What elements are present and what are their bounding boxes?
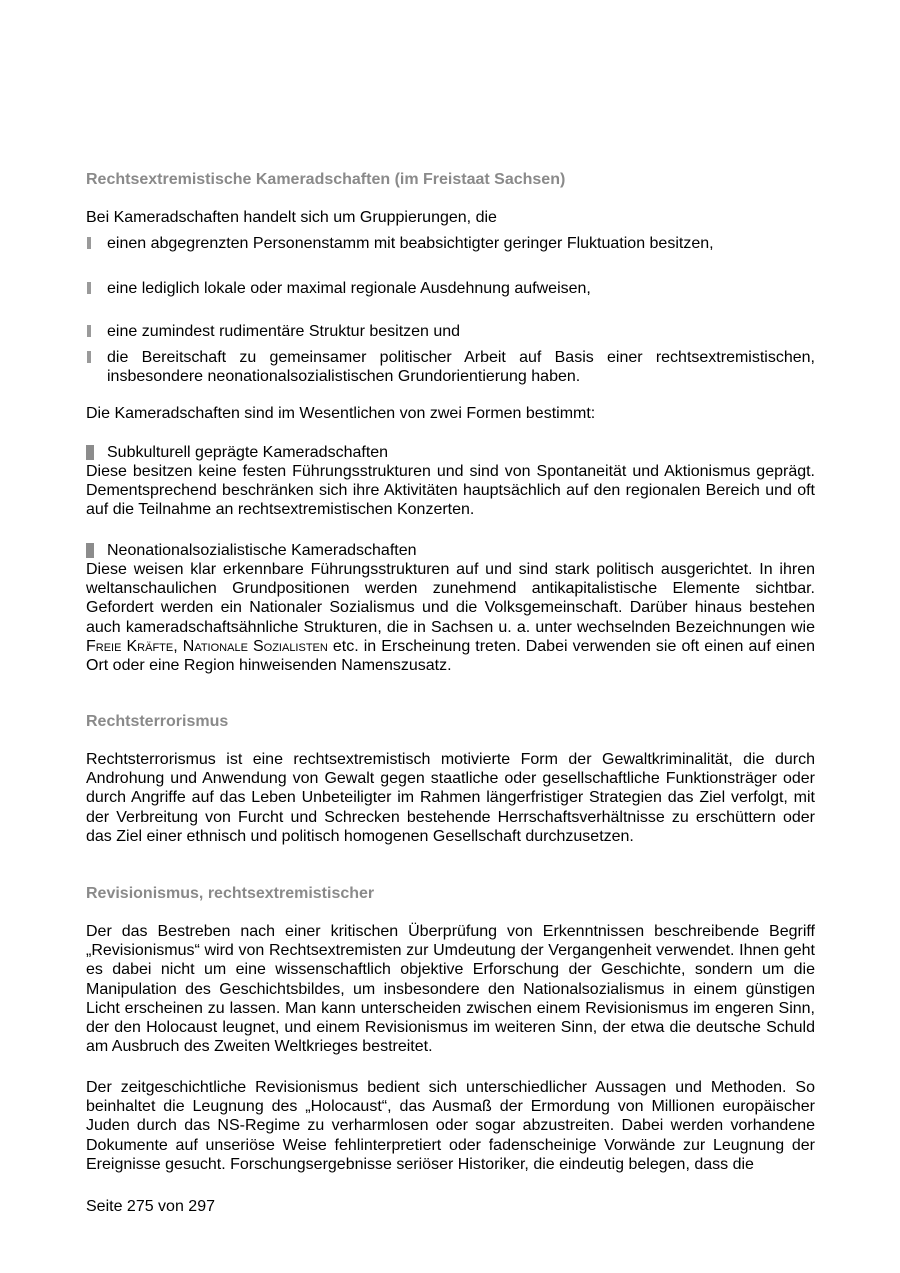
bullet-marker-icon bbox=[86, 445, 94, 460]
revisionismus-paragraph-2: Der zeitgeschichtliche Revisionismus bedient sich unterschiedlicher Aussagen und Methoden. So beinhaltet die Leugnung des „Holocaust“, das Ausmaß der Ermordung von Millionen europäischer Juden durch das NS-Regime zu verharmlosen oder sogar abzustreiten. Dabei werden vorhandene Dokumente auf unseriöse Weise fehlinterpretiert oder fadenscheinige Vorwände zur Leugnung der Ereignisse gesucht. Forschungsergebnisse seriöser Historiker, die eindeutig belegen, dass die bbox=[86, 1079, 815, 1173]
kameradschaften-intro: Bei Kameradschaften handelt sich um Gruppierungen, die bbox=[86, 209, 497, 226]
criteria-item: die Bereitschaft zu gemeinsamer politischer Arbeit auf Basis einer rechtsextremistischen, insbesondere neonationalsozialistischen Grundorientierung haben. bbox=[86, 348, 815, 386]
criteria-item: eine zumindest rudimentäre Struktur besitzen und bbox=[86, 322, 815, 341]
bullet-marker-icon bbox=[87, 325, 91, 337]
criteria-item: einen abgegrenzten Personenstamm mit beabsichtigter geringer Fluktuation besitzen, bbox=[86, 234, 815, 253]
section-heading-rechtsterrorismus: Rechtsterrorismus bbox=[86, 713, 229, 730]
section-heading-revisionismus: Revisionismus, rechtsextremistischer bbox=[86, 885, 375, 902]
section-heading-kameradschaften: Rechtsextremistische Kameradschaften (im Freistaat Sachsen) bbox=[86, 171, 566, 188]
group-name-nationale-sozialisten: Nationale Sozialisten bbox=[182, 637, 328, 655]
form-text-subkulturell: Diese besitzen keine festen Führungsstrukturen und sind von Spontaneität und Aktionismus geprägt. Dementsprechend beschränken sich ihre Aktivitäten hauptsächlich auf den regionalen Bereich und oft auf die Teilnahme an rechtsextremistischen Konzerten. bbox=[86, 463, 815, 519]
form-text-neonationalsozialistisch: Diese weisen klar erkennbare Führungsstrukturen auf und sind stark politisch ausgerichtet. In ihren weltanschaulichen Grundpositionen werden zunehmend antikapitalistische Elemente sichtbar. Gefordert werden ein Nationaler Sozialismus und die Volksgemeinschaft. Darüber hinaus bestehen auch kameradschaftsähnliche Strukturen, die in Sachsen u. a. unter wechselnden Bezeichnungen wie Freie Kräfte, Nationale Sozialisten etc. in Erscheinung treten. Dabei verwenden sie oft einen auf einen Ort oder eine Region hinweisenden Namenszusatz. bbox=[86, 561, 815, 675]
bullet-marker-icon bbox=[87, 282, 91, 294]
criteria-item: eine lediglich lokale oder maximal regionale Ausdehnung aufweisen, bbox=[86, 279, 815, 298]
group-name-freie-kraefte: Freie Kräfte bbox=[86, 637, 174, 655]
bullet-marker-icon bbox=[87, 237, 91, 249]
page-number: Seite 275 von 297 bbox=[86, 1198, 215, 1215]
document-page bbox=[86, 0, 815, 1273]
revisionismus-paragraph-1: Der das Bestreben nach einer kritischen Überprüfung von Erkenntnissen beschreibende Begriff „Revisionismus“ wird von Rechtsextremisten zur Umdeutung der Vergangenheit verwendet. Ihnen geht es dabei nicht um eine wissenschaftlich objektive Erforschung der Geschichte, sondern um die Manipulation des Geschichtsbildes, um insbesondere den Nationalsozialismus in einem günstigen Licht erscheinen zu lassen. Man kann unterscheiden zwischen einem Revisionismus im engeren Sinn, der den Holocaust leugnet, und einem Revisionismus im weiteren Sinn, der etwa die deutsche Schuld am Ausbruch des Zweiten Weltkrieges bestreitet. bbox=[86, 923, 815, 1056]
bullet-marker-icon bbox=[86, 543, 94, 558]
form-heading-neonationalsozialistisch: Neonationalsozialistische Kameradschaften bbox=[86, 541, 417, 560]
bullet-marker-icon bbox=[87, 351, 91, 363]
forms-intro: Die Kameradschaften sind im Wesentlichen von zwei Formen bestimmt: bbox=[86, 405, 596, 422]
form-heading-subkulturell: Subkulturell geprägte Kameradschaften bbox=[86, 443, 388, 462]
rechtsterrorismus-text: Rechtsterrorismus ist eine rechtsextremistisch motivierte Form der Gewaltkriminalität, die durch Androhung und Anwendung von Gewalt gegen staatliche oder gesellschaftliche Funktionsträger oder durch Angriffe auf das Leben Unbeteiligter im Rahmen längerfristiger Strategien das Ziel verfolgt, mit der Verbreitung von Furcht und Schrecken bestehende Herrschaftsverhältnisse zu erschüttern oder das Ziel einer ethnisch und politisch homogenen Gesellschaft durchzusetzen. bbox=[86, 751, 815, 845]
